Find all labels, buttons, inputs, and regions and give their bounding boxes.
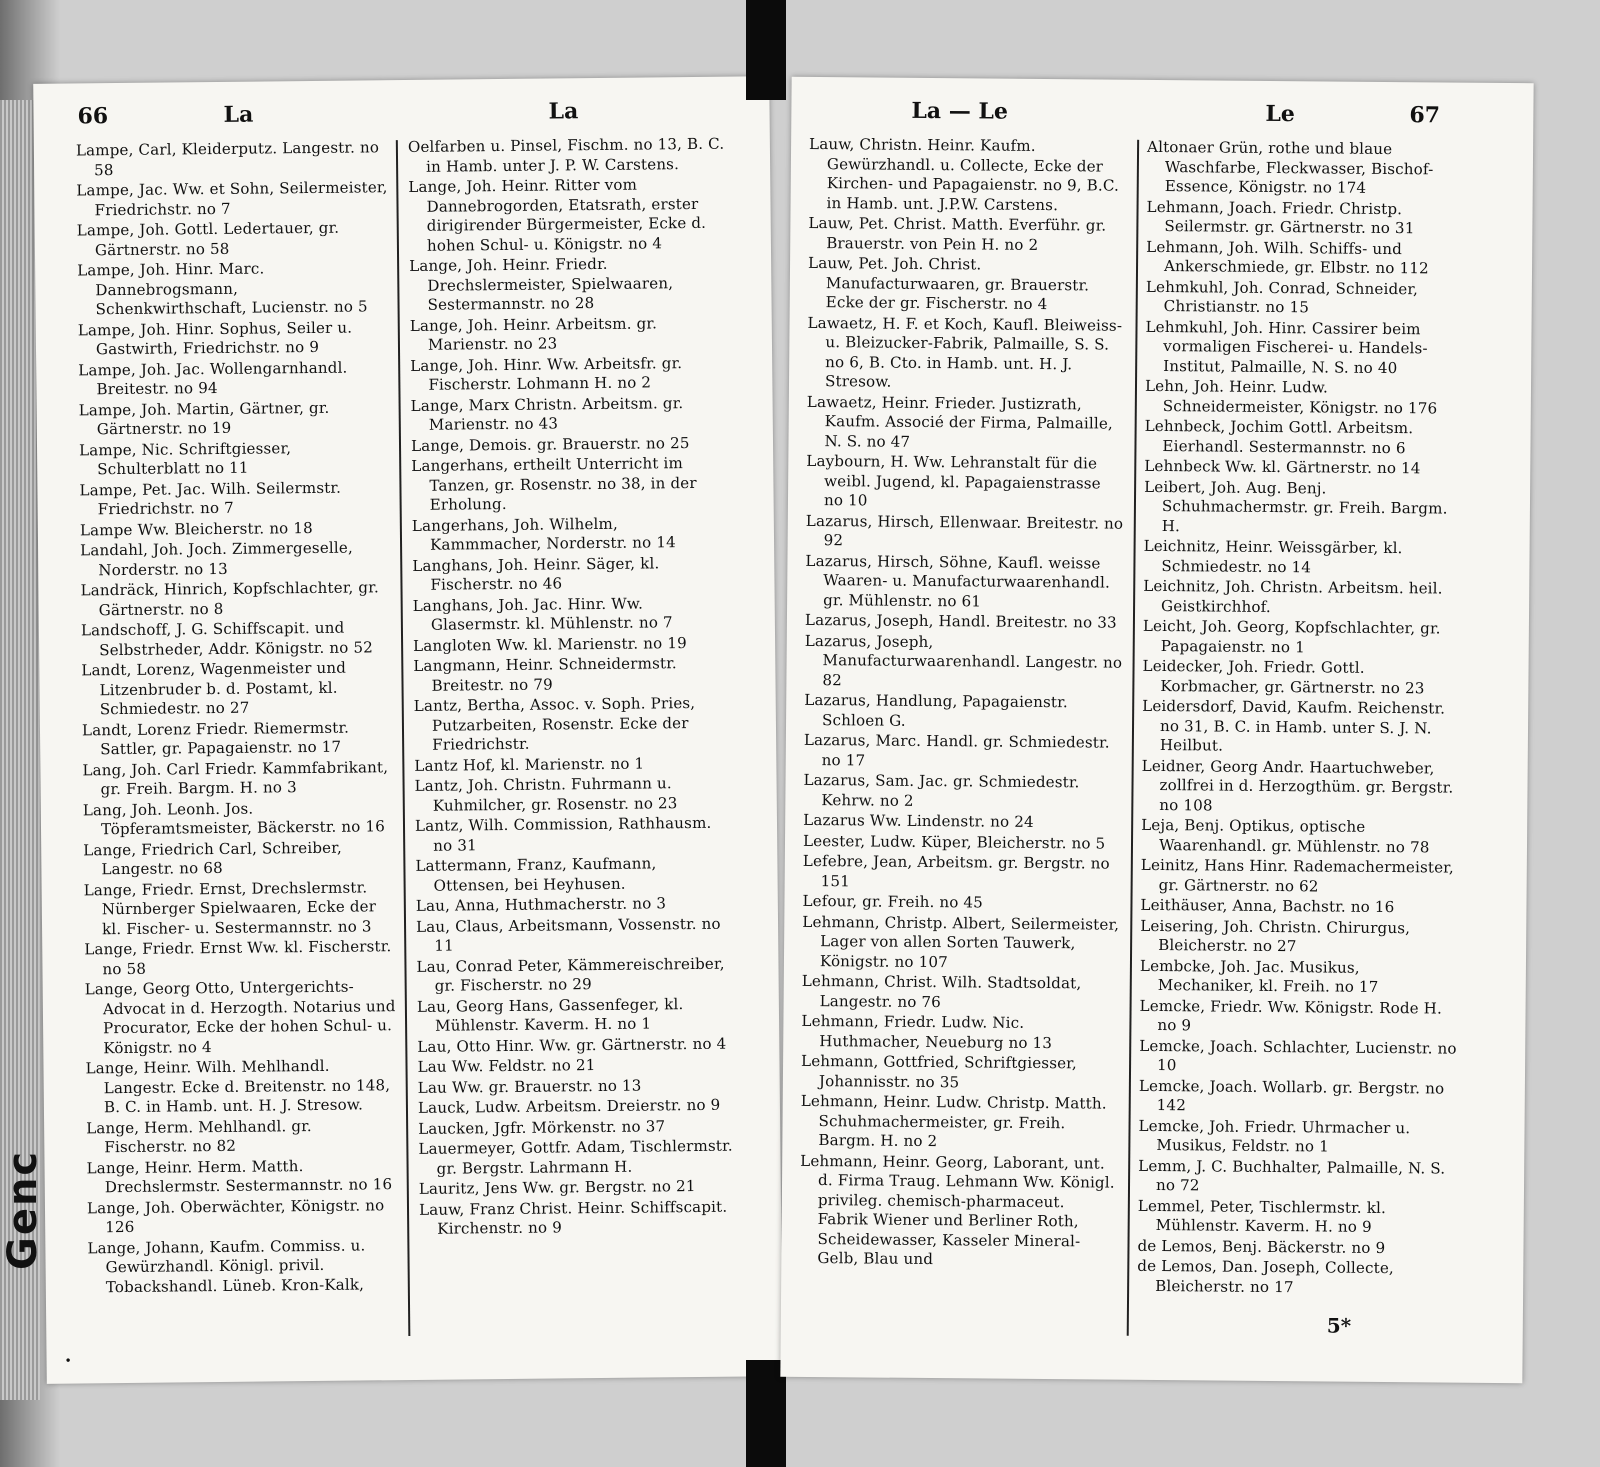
- directory-entry: Laucken, Jgfr. Mörkenstr. no 37: [418, 1116, 666, 1138]
- directory-entry: Lange, Joh. Heinr. Ritter vom Dannebrogorden, Etatsrath, erster dirigirender Bürgermeister, Ecke d. hohen Schul- u. Königstr. no 4: [408, 175, 707, 255]
- directory-entry: Lange, Johann, Kaufm. Commiss. u. Gewürzhandl. Königl. privil. Tobackshandl. Lüneb. Kron-Kalk,: [87, 1235, 366, 1296]
- directory-entry: Leester, Ludw. Küper, Bleicherstr. no 5: [802, 831, 1106, 853]
- directory-entry: Lembcke, Joh. Jac. Musikus, Mechaniker, kl. Freih. no 17: [1139, 956, 1379, 996]
- directory-entry: Lauritz, Jens Ww. gr. Bergstr. no 21: [418, 1177, 696, 1198]
- directory-entry: Lauw, Pet. Joh. Christ. Manufacturwaaren, gr. Brauerstr. Ecke der gr. Fischerstr. no 4: [807, 253, 1090, 314]
- running-head: La: [223, 101, 254, 128]
- directory-entry: Lemcke, Friedr. Ww. Königstr. Rode H. no 9: [1139, 996, 1443, 1035]
- page-number: 66: [77, 103, 109, 130]
- directory-entry: Lauck, Ludw. Arbeitsm. Dreierstr. no 9: [417, 1095, 721, 1117]
- directory-entry: Lampe, Jac. Ww. et Sohn, Seilermeister, Friedrichstr. no 7: [76, 178, 388, 219]
- right-column-1: [799, 135, 1127, 1272]
- directory-entry: Lehmann, Gottfried, Schriftgiesser, Johannisstr. no 35: [801, 1051, 1077, 1091]
- directory-entry: Lehmkuhl, Joh. Conrad, Schneider, Christianstr. no 15: [1145, 277, 1419, 317]
- directory-entry: Lehnbeck Ww. kl. Gärtnerstr. no 14: [1144, 456, 1421, 478]
- directory-entry: Lazarus, Hirsch, Söhne, Kaufl. weisse Waaren- u. Manufacturwaarenhandl. gr. Mühlenstr. no 61: [805, 551, 1111, 610]
- directory-entry: Lehmann, Christ. Wilh. Stadtsoldat, Langestr. no 76: [801, 971, 1082, 1011]
- directory-entry: Lau, Claus, Arbeitsmann, Vossenstr. no 11: [415, 914, 721, 955]
- directory-entry: Langhans, Joh. Jac. Hinr. Ww. Glasermstr. kl. Mühlenstr. no 7: [412, 594, 673, 634]
- directory-entry: Lemcke, Joach. Wollarb. gr. Bergstr. no 142: [1138, 1076, 1445, 1115]
- right-page: [780, 77, 1533, 1383]
- signature-mark: 5*: [1326, 1313, 1352, 1338]
- directory-entry: Lange, Joh. Hinr. Ww. Arbeitsfr. gr. Fischerstr. Lohmann H. no 2: [410, 353, 683, 394]
- directory-entry: Langloten Ww. kl. Marienstr. no 19: [413, 633, 687, 655]
- directory-entry: Lange, Friedrich Carl, Schreiber, Langestr. no 68: [83, 838, 342, 879]
- directory-entry: Lampe, Joh. Hinr. Marc. Dannebrogsmann, Schenkwirthschaft, Lucienstr. no 5: [77, 259, 368, 319]
- directory-entry: Lange, Demois. gr. Brauerstr. no 25: [410, 433, 690, 455]
- directory-entry: Lampe, Carl, Kleiderputz. Langestr. no 58: [75, 138, 380, 179]
- directory-entry: Landt, Lorenz Friedr. Riemermstr. Sattler, gr. Papagaienstr. no 17: [81, 718, 350, 759]
- directory-entry: Lawaetz, Heinr. Frieder. Justizrath, Kaufm. Associé der Firma, Palmaille, N. S. no 47: [806, 392, 1114, 451]
- directory-entry: Lemcke, Joach. Schlachter, Lucienstr. no 10: [1139, 1036, 1457, 1075]
- directory-entry: Lampe, Joh. Jac. Wollengarnhandl. Breitestr. no 94: [78, 358, 348, 399]
- directory-entry: Landt, Lorenz, Wagenmeister und Litzenbruder b. d. Postamt, kl. Schmiedestr. no 27: [81, 658, 347, 719]
- directory-entry: Lazarus, Hirsch, Ellenwaar. Breitestr. no 92: [805, 511, 1124, 550]
- left-page-header: [33, 90, 769, 138]
- directory-entry: Leisering, Joh. Christn. Chirurgus, Bleicherstr. no 27: [1140, 916, 1411, 956]
- directory-entry: Leichnitz, Joh. Christn. Arbeitsm. heil. Geistkirchhof.: [1143, 576, 1443, 616]
- directory-entry: Lehmann, Christp. Albert, Seilermeister, Lager von allen Sorten Tauwerk, Königstr. no 107: [802, 912, 1120, 971]
- directory-entry: Lauw, Christn. Heinr. Kaufm. Gewürzhandl. u. Collecte, Ecke der Kirchen- und Papagaienstr. no 9, B.C. in Hamb. unt. J.P.W. Carstens.: [809, 134, 1120, 214]
- running-head: La — Le: [911, 97, 1009, 125]
- directory-entry: Lau Ww. Feldstr. no 21: [417, 1056, 596, 1076]
- directory-entry: Langmann, Heinr. Schneidermstr. Breitestr. no 79: [413, 654, 677, 695]
- directory-entry: Lampe, Pet. Jac. Wilh. Seilermstr. Friedrichstr. no 7: [79, 478, 342, 519]
- directory-entry: Lehmann, Friedr. Ludw. Nic. Huthmacher, Neueburg no 13: [801, 1011, 1053, 1052]
- directory-entry: Lange, Marx Christn. Arbeitsm. gr. Marienstr. no 43: [410, 393, 684, 434]
- directory-entry: de Lemos, Benj. Bäckerstr. no 9: [1137, 1236, 1386, 1257]
- directory-entry: Laybourn, H. Ww. Lehranstalt für die weibl. Jugend, kl. Papagaienstrasse no 10: [806, 451, 1101, 510]
- directory-entry: Lazarus, Handlung, Papagaienstr. Schloen G.: [804, 690, 1068, 730]
- directory-entry: Lau, Otto Hinr. Ww. gr. Gärtnerstr. no 4: [417, 1034, 727, 1056]
- directory-entry: Lehnbeck, Jochim Gottl. Arbeitsm. Eierhandl. Sestermannstr. no 6: [1144, 416, 1414, 457]
- directory-entry: Lampe Ww. Bleicherstr. no 18: [79, 518, 313, 539]
- directory-entry: Lehmann, Joh. Wilh. Schiffs- und Ankerschmiede, gr. Elbstr. no 112: [1146, 237, 1429, 278]
- directory-entry: Lange, Joh. Oberwächter, Königstr. no 126: [86, 1195, 385, 1237]
- running-head: Le: [1265, 100, 1295, 128]
- directory-entry: Lehmkuhl, Joh. Hinr. Cassirer beim vormaligen Fischerei- u. Handels-Institut, Palmaille, N. S. no 40: [1145, 317, 1428, 377]
- directory-entry: Landräck, Hinrich, Kopfschlachter, gr. Gärtnerstr. no 8: [80, 578, 379, 619]
- directory-entry: Lemm, J. C. Buchhalter, Palmaille, N. S. no 72: [1138, 1156, 1446, 1195]
- directory-entry: Oelfarben u. Pinsel, Fischm. no 13, B. C. in Hamb. unter J. P. W. Carstens.: [407, 134, 725, 176]
- directory-entry: Leichnitz, Heinr. Weissgärber, kl. Schmiedestr. no 14: [1143, 536, 1403, 576]
- directory-entry: Lehmann, Heinr. Georg, Laborant, unt. d. Firma Traug. Lehmann Ww. Königl. privileg. chemisch-pharmaceut. Fabrik Wiener und Berliner Roth, Scheidewasser, Kasseler Mineral-Gelb, Blau und: [800, 1151, 1115, 1269]
- edge-stub-label: Genc: [0, 1149, 46, 1270]
- directory-entry: Leidecker, Joh. Friedr. Gottl. Korbmacher, gr. Gärtnerstr. no 23: [1142, 656, 1425, 697]
- directory-entry: Lehn, Joh. Heinr. Ludw. Schneidermeister, Königstr. no 176: [1144, 376, 1438, 417]
- directory-entry: Lange, Friedr. Ernst Ww. kl. Fischerstr. no 58: [84, 937, 392, 978]
- page-number: 67: [1409, 102, 1441, 129]
- directory-entry: Lefebre, Jean, Arbeitsm. gr. Bergstr. no 151: [802, 851, 1110, 890]
- directory-entry: Lantz Hof, kl. Marienstr. no 1: [414, 754, 645, 775]
- directory-entry: Lange, Heinr. Herm. Matth. Drechslermstr. Sestermannstr. no 16: [86, 1156, 393, 1197]
- page-mark: •: [64, 1353, 72, 1368]
- directory-entry: Lange, Heinr. Wilh. Mehlhandl. Langestr. Ecke d. Breitenstr. no 148, B. C. in Hamb. unt. H. J. Stresow.: [85, 1056, 391, 1117]
- directory-entry: de Lemos, Dan. Joseph, Collecte, Bleicherstr. no 17: [1137, 1256, 1394, 1296]
- directory-entry: Lange, Friedr. Ernst, Drechslermstr. Nürnberger Spielwaaren, Ecke der kl. Fischer- u. Sestermannstr. no 3: [83, 877, 377, 938]
- directory-entry: Langhans, Joh. Heinr. Säger, kl. Fischerstr. no 46: [412, 553, 660, 594]
- directory-entry: Lange, Herm. Mehlhandl. gr. Fischerstr. no 82: [86, 1116, 312, 1157]
- directory-entry: Altonaer Grün, rothe und blaue Waschfarbe, Fleckwasser, Bischof-Essence, Königstr. no 174: [1147, 137, 1434, 197]
- directory-entry: Lau, Conrad Peter, Kämmereischreiber, gr. Fischerstr. no 29: [416, 954, 725, 995]
- directory-entry: Lantz, Wilh. Commission, Rathhausm. no 31: [414, 813, 712, 855]
- directory-entry: Lazarus, Joseph, Handl. Breitestr. no 33: [804, 610, 1117, 632]
- directory-entry: Lazarus, Sam. Jac. gr. Schmiedestr. Kehrw. no 2: [803, 770, 1080, 810]
- directory-entry: Lau, Georg Hans, Gassenfeger, kl. Mühlenstr. Kaverm. H. no 1: [416, 994, 684, 1035]
- running-head: La: [548, 98, 579, 125]
- directory-entry: Lazarus, Marc. Handl. gr. Schmiedestr. no 17: [803, 730, 1110, 769]
- directory-entry: Leja, Benj. Optikus, optische Waarenhandl. gr. Mühlenstr. no 78: [1141, 815, 1430, 856]
- directory-entry: Lazarus, Joseph, Manufacturwaarenhandl. Langestr. no 82: [804, 631, 1123, 689]
- directory-entry: Lange, Joh. Heinr. Arbeitsm. gr. Marienstr. no 23: [409, 313, 658, 354]
- directory-entry: Lange, Joh. Heinr. Friedr. Drechslermeister, Spielwaaren, Sestermannstr. no 28: [409, 254, 674, 314]
- directory-entry: Leibert, Joh. Aug. Benj. Schuhmachermstr. gr. Freih. Bargm. H.: [1144, 477, 1448, 535]
- right-column-2: [1137, 138, 1467, 1300]
- directory-entry: Lantz, Bertha, Assoc. v. Soph. Pries, Putzarbeiten, Rosenstr. Ecke der Friedrichstr.: [413, 693, 696, 754]
- gutter-shadow: [746, 0, 786, 100]
- directory-entry: Leinitz, Hans Hinr. Rademachermeister, gr. Gärtnerstr. no 62: [1140, 855, 1454, 895]
- directory-entry: Lau, Anna, Huthmacherstr. no 3: [415, 894, 667, 915]
- directory-entry: Lazarus Ww. Lindenstr. no 24: [803, 810, 1034, 831]
- directory-entry: Lau Ww. gr. Brauerstr. no 13: [417, 1076, 642, 1097]
- directory-entry: Lehmann, Joach. Friedr. Christp. Seilermstr. gr. Gärtnerstr. no 31: [1146, 197, 1415, 238]
- left-column-1: [76, 138, 400, 1298]
- directory-entry: Leicht, Joh. Georg, Kopfschlachter, gr. Papagaienstr. no 1: [1142, 616, 1441, 656]
- right-page-header: [791, 91, 1533, 137]
- left-column-2: [408, 135, 740, 1241]
- directory-entry: Langerhans, ertheilt Unterricht im Tanzen, gr. Rosenstr. no 38, in der Erholung.: [411, 454, 697, 514]
- directory-entry: Lampe, Joh. Martin, Gärtner, gr. Gärtnerstr. no 19: [78, 398, 330, 439]
- directory-entry: Landahl, Joh. Joch. Zimmergeselle, Norderstr. no 13: [80, 538, 353, 579]
- directory-entry: Lampe, Joh. Gottl. Ledertauer, gr. Gärtnerstr. no 58: [76, 218, 340, 259]
- directory-entry: Leidner, Georg Andr. Haartuchweber, zollfrei in d. Herzogthüm. gr. Bergstr. no 108: [1141, 756, 1454, 814]
- directory-entry: Lawaetz, H. F. et Koch, Kaufl. Bleiweiss- u. Bleizucker-Fabrik, Palmaille, S. S. no 6, B. Cto. in Hamb. unt. H. J. Stresow.: [807, 313, 1123, 391]
- directory-entry: Lattermann, Franz, Kaufmann, Ottensen, bei Heyhusen.: [415, 854, 657, 895]
- directory-entry: Leithäuser, Anna, Bachstr. no 16: [1140, 895, 1395, 917]
- directory-entry: Lauw, Pet. Christ. Matth. Everführ. gr. Brauerstr. von Pein H. no 2: [808, 213, 1107, 254]
- directory-entry: Lange, Georg Otto, Untergerichts-Advocat in d. Herzogth. Notarius und Procurator, Ecke der hohen Schul- u. Königstr. no 4: [84, 977, 396, 1057]
- directory-entry: Lauermeyer, Gottfr. Adam, Tischlermstr. gr. Bergstr. Lahrmann H.: [418, 1136, 733, 1178]
- directory-entry: Lemmel, Peter, Tischlermstr. kl. Mühlenstr. Kaverm. H. no 9: [1137, 1196, 1387, 1236]
- left-page: [33, 76, 783, 1384]
- directory-entry: Lang, Joh. Carl Friedr. Kammfabrikant, gr. Freih. Bargm. H. no 3: [82, 757, 389, 799]
- directory-entry: Lauw, Franz Christ. Heinr. Schiffscapit. Kirchenstr. no 9: [418, 1197, 728, 1238]
- directory-entry: Lefour, gr. Freih. no 45: [802, 891, 984, 912]
- directory-entry: Lang, Joh. Leonh. Jos. Töpferamtsmeister, Bäckerstr. no 16: [82, 799, 386, 839]
- directory-entry: Lemcke, Joh. Friedr. Uhrmacher u. Musikus, Feldstr. no 1: [1138, 1116, 1411, 1156]
- directory-entry: Lehmann, Heinr. Ludw. Christp. Matth. Schuhmachermeister, gr. Freih. Bargm. H. no 2: [800, 1091, 1107, 1151]
- directory-entry: Lampe, Joh. Hinr. Sophus, Seiler u. Gastwirth, Friedrichstr. no 9: [77, 318, 353, 359]
- directory-entry: Landschoff, J. G. Schiffscapit. und Selbstrheder, Addr. Königstr. no 52: [80, 618, 373, 659]
- directory-entry: Lantz, Joh. Christn. Fuhrmann u. Kuhmilcher, gr. Rosenstr. no 23: [414, 774, 678, 815]
- directory-entry: Leidersdorf, David, Kaufm. Reichenstr. no 31, B. C. in Hamb. unter S. J. N. Heilbut.: [1142, 696, 1446, 755]
- directory-entry: Lampe, Nic. Schriftgiesser, Schulterblatt no 11: [78, 438, 292, 479]
- directory-entry: Langerhans, Joh. Wilhelm, Kammmacher, Norderstr. no 14: [411, 514, 676, 554]
